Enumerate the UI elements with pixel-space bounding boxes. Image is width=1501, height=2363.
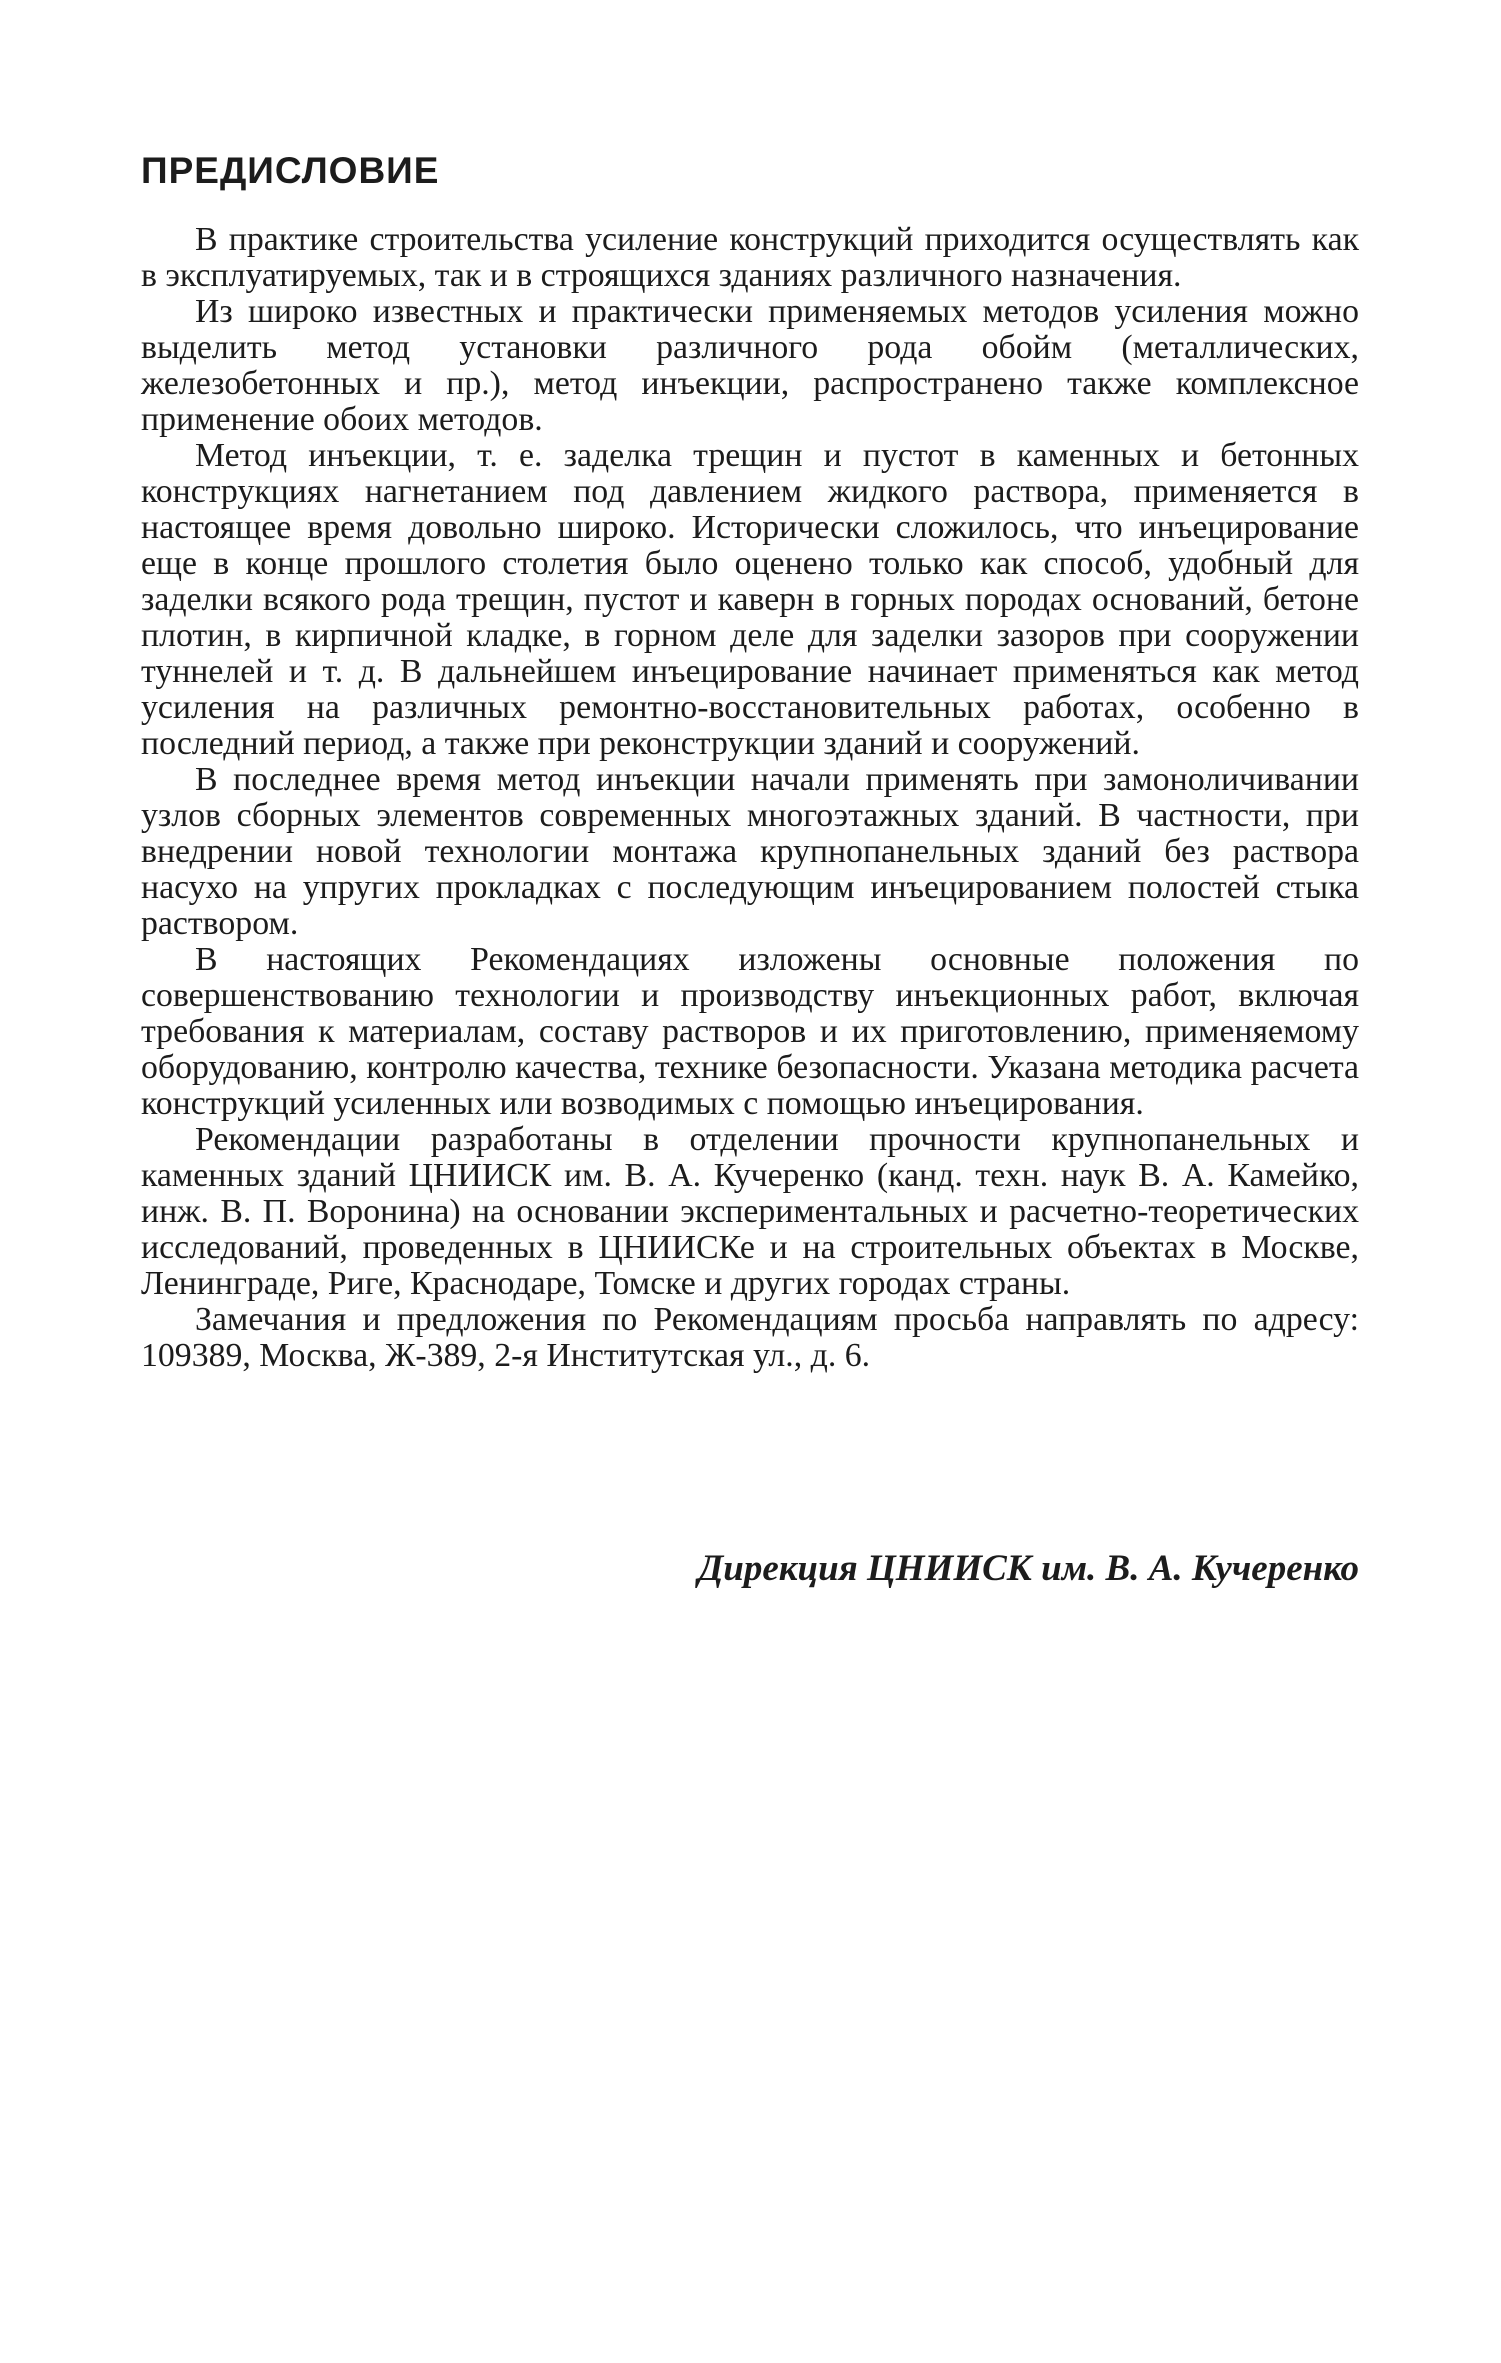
page-title: ПРЕДИСЛОВИЕ xyxy=(141,150,440,191)
paragraph: В настоящих Рекомендациях изложены основные положения по совершенствованию технологии и производству инъекционных работ, включая требования к материалам, составу растворов и их приготовлению, применяемому оборудованию, контролю качества, технике безопасности. Указана методика расчета конструкций усиленных или возводимых с помощью инъецирования. xyxy=(141,941,1359,1122)
paragraph: В последнее время метод инъекции начали применять при замоноличивании узлов сборных элементов современных многоэтажных зданий. В частности, при внедрении новой технологии монтажа крупнопанельных зданий без раствора насухо на упругих прокладках с последующим инъецированием полостей стыка раствором. xyxy=(141,761,1359,942)
paragraph: В практике строительства усиление конструкций приходится осуществлять как в эксплуатируемых, так и в строящихся зданиях различного назначения. xyxy=(141,221,1359,294)
paragraph: Рекомендации разработаны в отделении прочности крупнопанельных и каменных зданий ЦНИИСК им. В. А. Кучеренко (канд. техн. наук В. А. Камейко, инж. В. П. Воронина) на основании экспериментальных и расчетно-теоретических исследований, проведенных в ЦНИИСКе и на строительных объектах в Москве, Ленинграде, Риге, Краснодаре, Томске и других городах страны. xyxy=(141,1121,1359,1302)
body-text xyxy=(141,222,1359,1374)
paragraph: Метод инъекции, т. е. заделка трещин и пустот в каменных и бетонных конструкциях нагнетанием под давлением жидкого раствора, применяется в настоящее время довольно широко. Исторически сложилось, что инъецирование еще в конце прошлого столетия было оценено только как способ, удобный для заделки всякого рода трещин, пустот и каверн в горных породах оснований, бетоне плотин, в кирпичной кладке, в горном деле для заделки зазоров при сооружении туннелей и т. д. В дальнейшем инъецирование начинает применяться как метод усиления на различных ремонтно-восстановительных работах, особенно в последний период, а также при реконструкции зданий и сооружений. xyxy=(141,437,1359,762)
signature: Дирекция ЦНИИСК им. В. А. Кучеренко xyxy=(698,1548,1359,1589)
paragraph: Из широко известных и практически применяемых методов усиления можно выделить метод установки различного рода обойм (металлических, железобетонных и пр.), метод инъекции, распространено также комплексное применение обоих методов. xyxy=(141,293,1359,438)
paragraph: Замечания и предложения по Рекомендациям просьба направлять по адресу: 109389, Москва, Ж-389, 2-я Институтская ул., д. 6. xyxy=(141,1301,1359,1374)
